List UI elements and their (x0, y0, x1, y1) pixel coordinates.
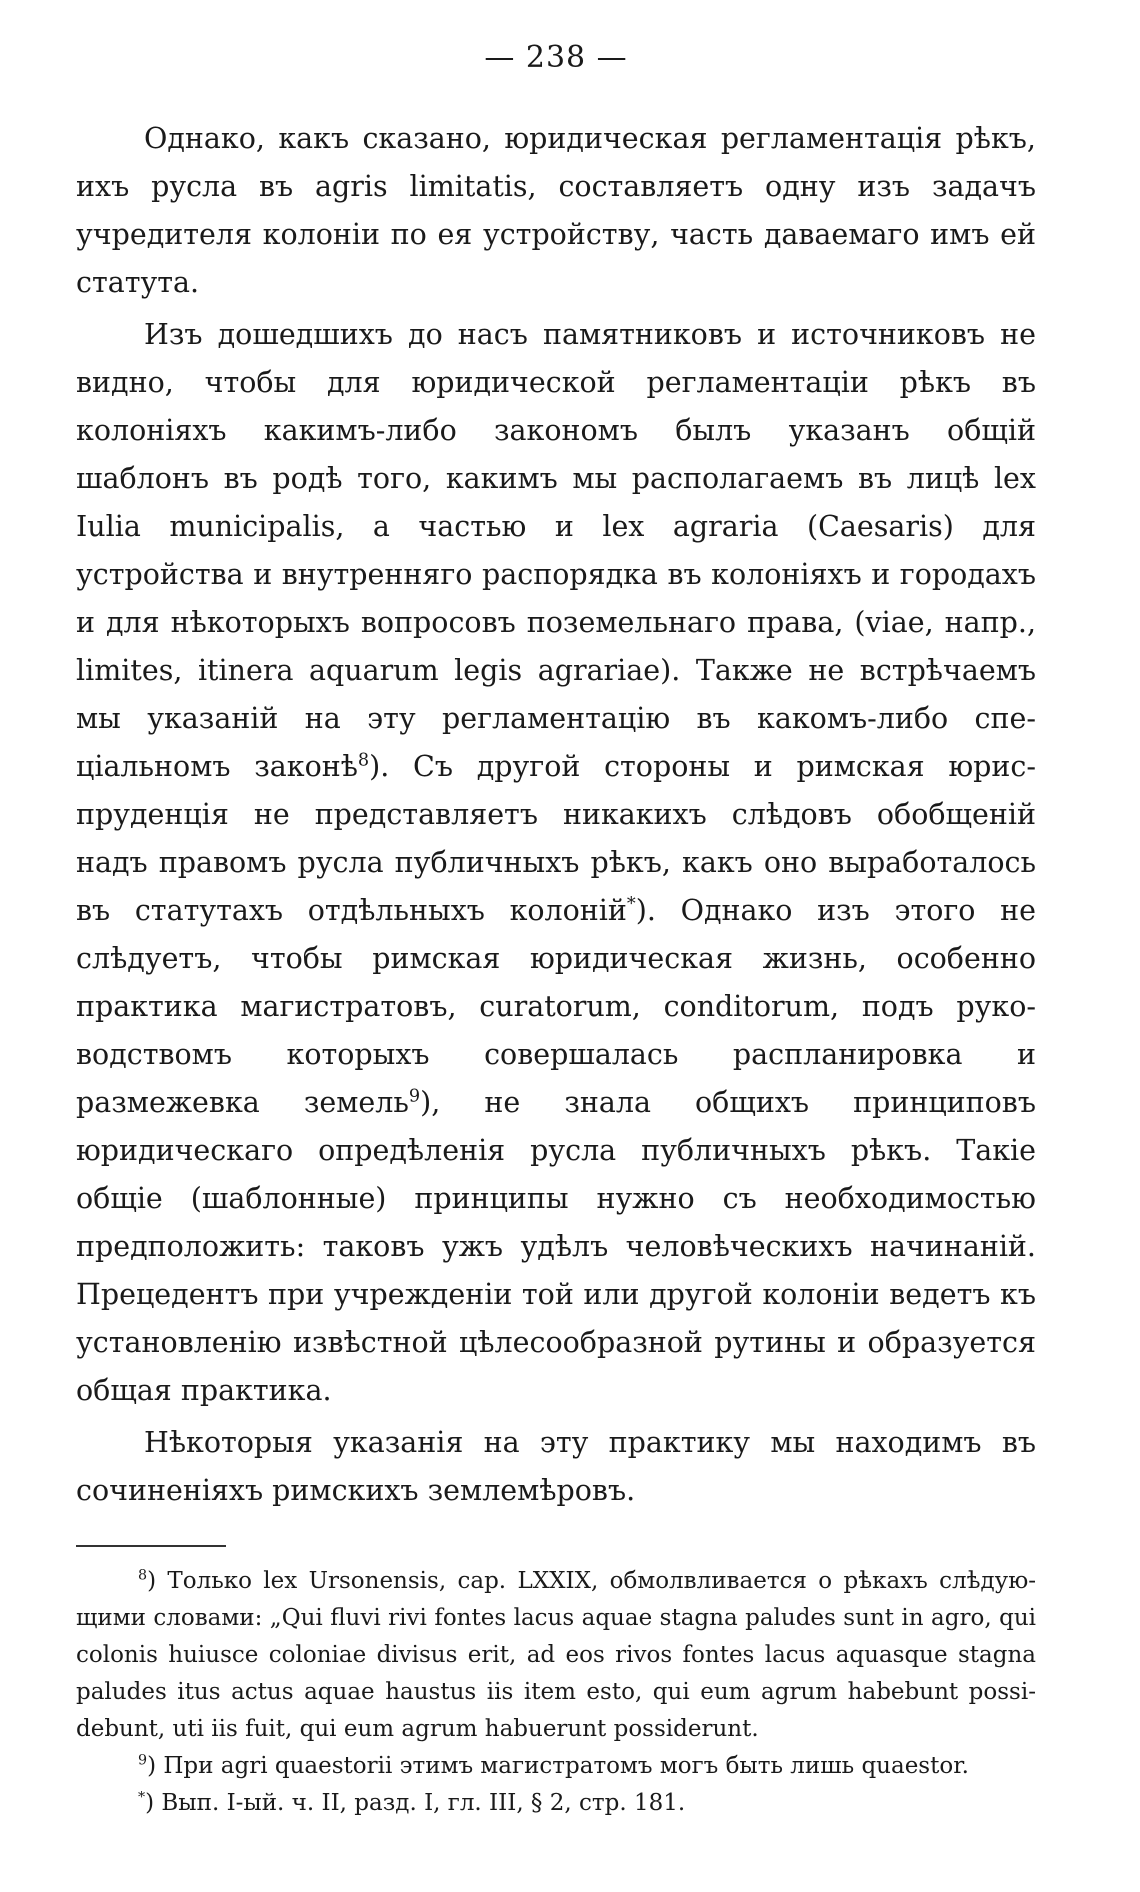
page-number: — 238 — (484, 40, 628, 75)
footnotes (76, 1563, 1036, 1822)
footnote-mark-8: 8 (138, 1567, 148, 1584)
footnote-8-text: ) Только lex Ursonensis, cap. LXXIX, обмолвливается о рѣкахъ слѣдующими словами: „Qui fluvi rivi fontes lacus aquae stagna paludes sunt in agro, qui colonis huiusce coloniae divisus erit, ad eos rivos fontes lacus aquasque stagna paludes itus actus aquae haustus iis item esto, qui eum agrum habebunt possidebunt, uti iis fuit, qui eum agrum habuerunt possiderunt. (76, 1568, 1036, 1742)
footnote-9-text: ) При agri quaestorii этимъ магистратомъ могъ быть лишь quaestor. (147, 1753, 969, 1779)
main-text (76, 115, 1036, 1515)
footnote-ref-star: * (626, 894, 636, 915)
footnote-mark-star: * (138, 1789, 146, 1806)
footnote-9 (76, 1748, 1036, 1785)
paragraph-2-text-part-2: ). Съ другой стороны и римская юриспруденція не представляетъ никакихъ слѣдовъ обобщеній надъ правомъ русла публичныхъ рѣкъ, какъ оно выработалось въ статутахъ отдѣльныхъ колоній (76, 750, 1036, 927)
footnote-ref-9: 9 (408, 1086, 421, 1107)
paragraph-3: Нѣкоторыя указанія на эту практику мы находимъ въ сочиненіяхъ римскихъ землемѣровъ. (76, 1426, 1036, 1507)
footnote-star-text: ) Вып. I-ый. ч. II, разд. I, гл. III, § 2, стр. 181. (145, 1790, 686, 1816)
footnote-8 (76, 1563, 1036, 1748)
paragraph-1: Однако, какъ сказано, юридическая регламентація рѣкъ, ихъ русла въ agris limitatis, составляетъ одну изъ задачъ учредителя колоніи по ея устройству, часть даваемаго имъ ей статута. (76, 122, 1036, 299)
footnote-ref-8: 8 (357, 750, 370, 771)
paragraph-2-text-part-1: Изъ дошедшихъ до насъ памятниковъ и источниковъ не видно, чтобы для юридической регламентаціи рѣкъ въ колоніяхъ какимъ-либо закономъ былъ указанъ общій шаблонъ въ родѣ того, какимъ мы располагаемъ въ лицѣ lex Iulia municipalis, а частью и lex agraria (Caesaris) для устройства и внутренняго распорядка въ колоніяхъ и городахъ и для нѣкоторыхъ вопросовъ поземельнаго права, (viae, напр., limites, itinera aquarum legis agrariae). Также не встрѣчаемъ мы указаній на эту регламентацію въ какомъ-либо спеціальномъ законѣ (76, 318, 1036, 783)
footnote-divider (76, 1545, 226, 1547)
book-page (76, 40, 1036, 1860)
paragraph-2-text-part-3: ). Однако изъ этого не слѣдуетъ, чтобы римская юридическая жизнь, особенно практика магистратовъ, curatorum, conditorum, подъ руководствомъ которыхъ совершалась распланировка и размежевка земель (76, 894, 1036, 1119)
paragraph-2 (76, 311, 1036, 1415)
footnote-star (76, 1785, 1036, 1822)
footnote-mark-9: 9 (138, 1752, 148, 1769)
paragraph-2-text-part-4: ), не знала общихъ принциповъ юридическаго опредѣленія русла публичныхъ рѣкъ. Такіе общіе (шаблонные) принципы нужно съ необходимостью предположить: таковъ ужъ удѣлъ человѣческихъ начинаній. Прецедентъ при учрежденіи той или другой колоніи ведетъ къ установленію извѣстной цѣлесообразной рутины и образуется общая практика. (76, 1086, 1036, 1407)
